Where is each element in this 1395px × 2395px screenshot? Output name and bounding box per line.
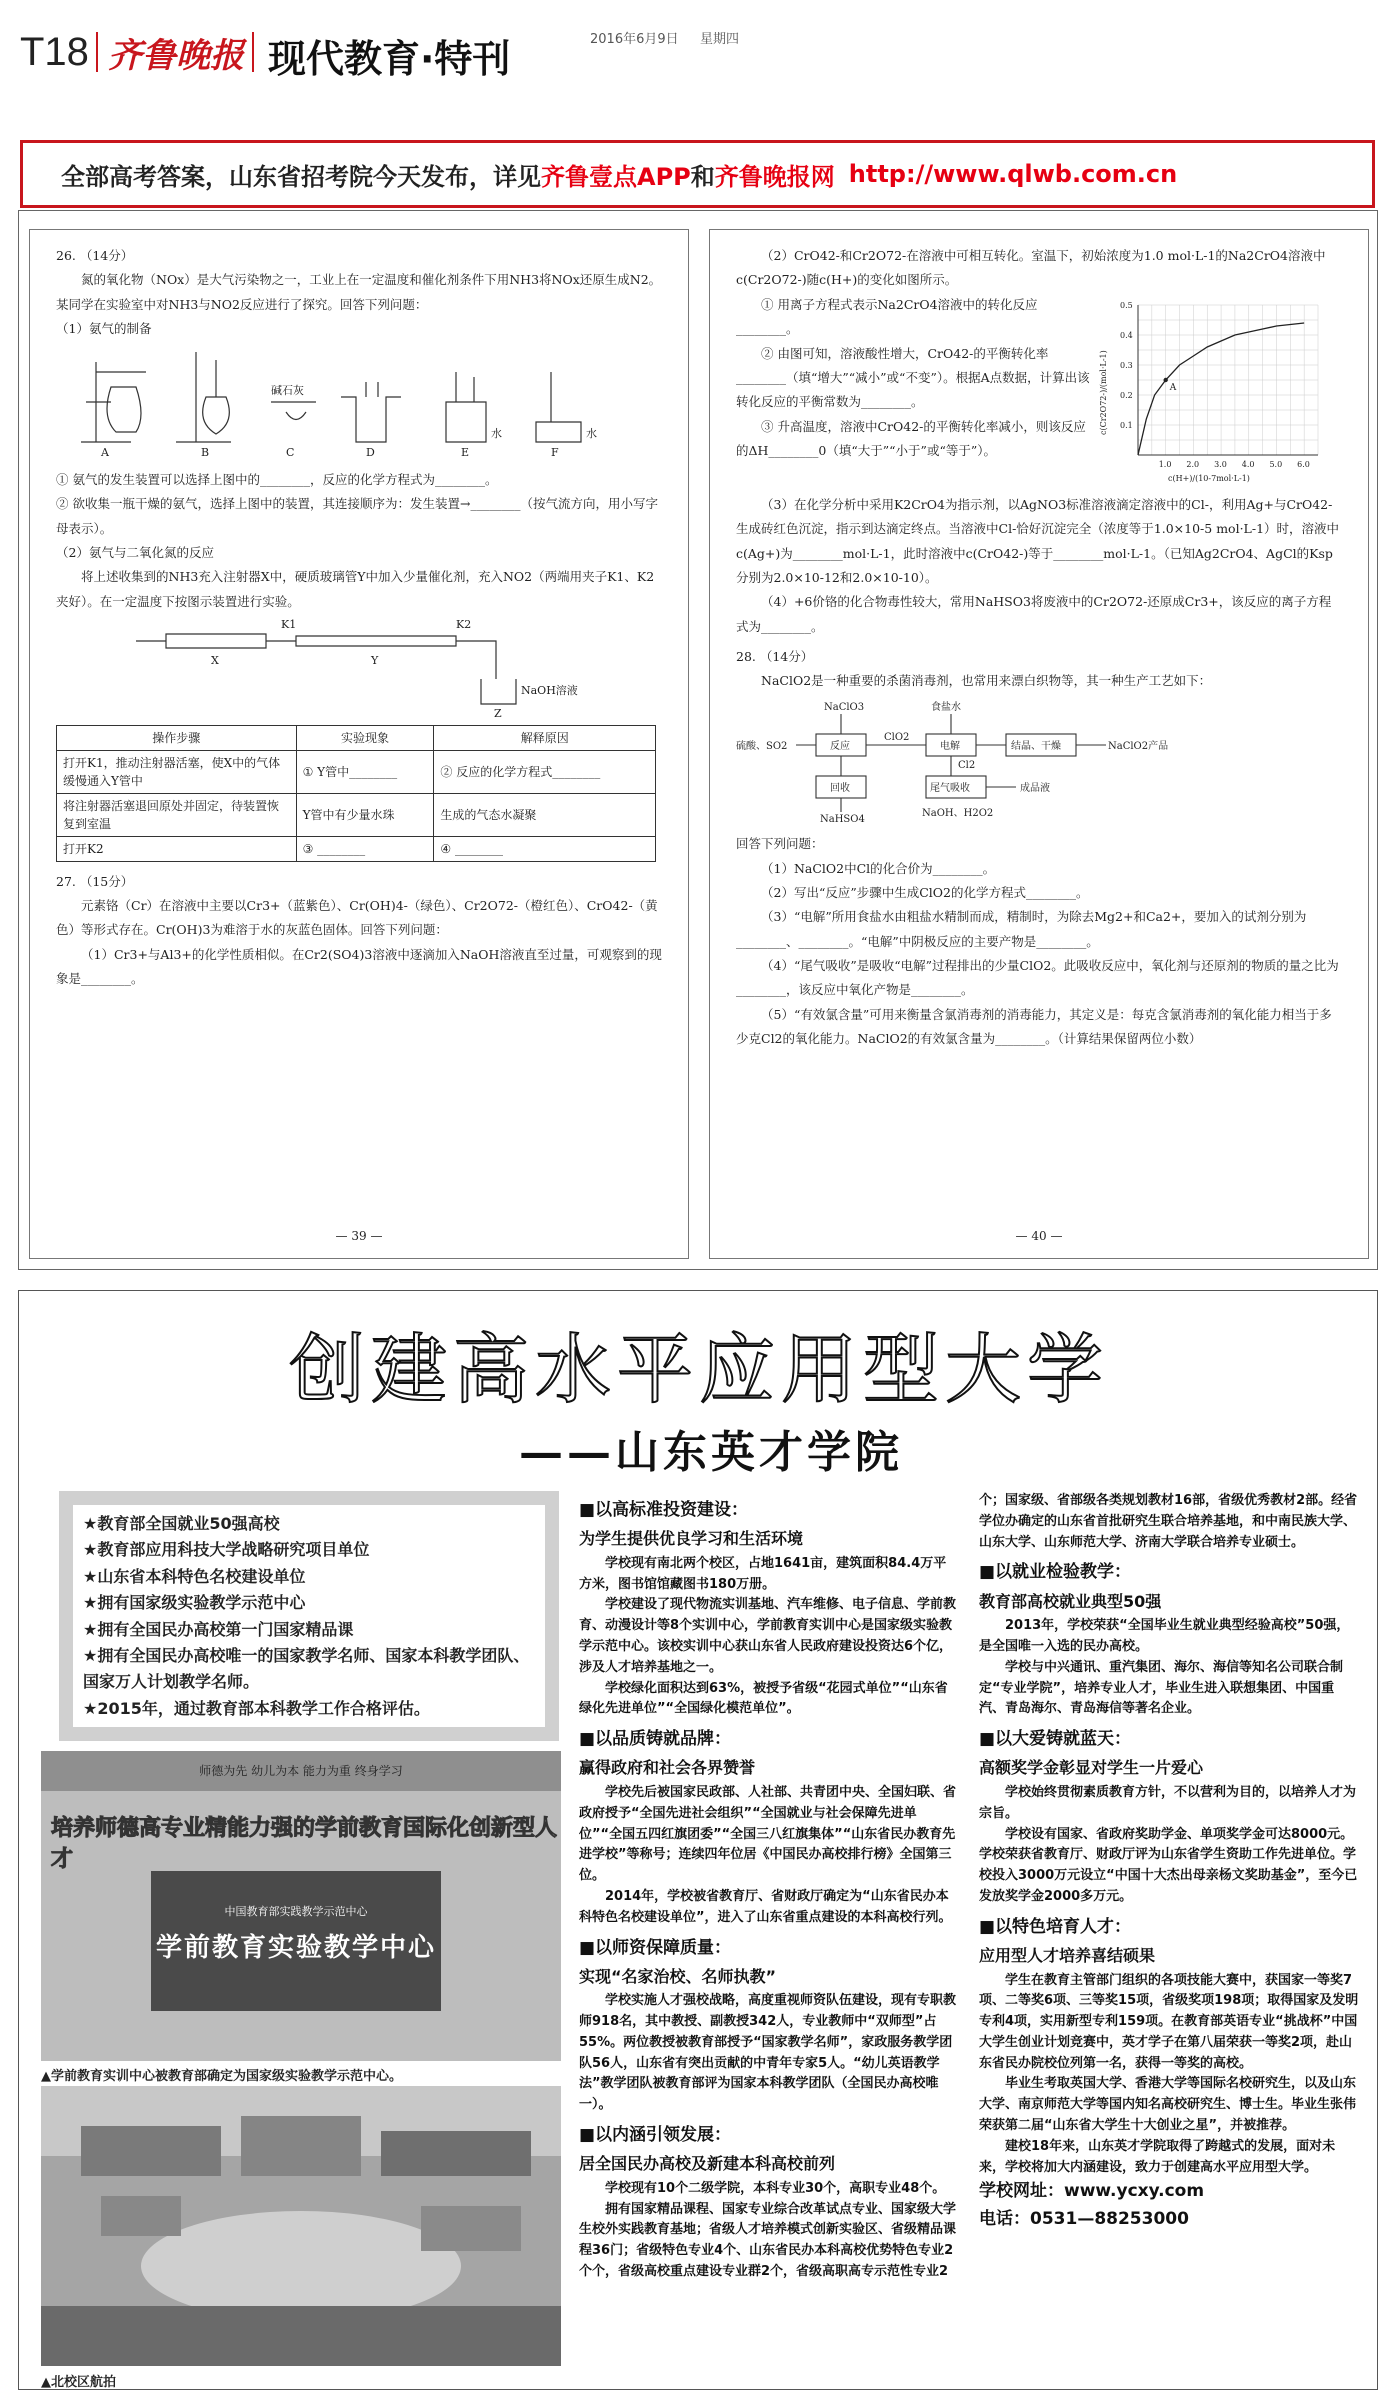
aerial-photo-illustration (41, 2086, 561, 2366)
website-link[interactable]: 学校网址：www.ycxy.com (979, 2181, 1205, 2202)
x-tick-label: 4.0 (1241, 459, 1255, 469)
x-tick-label: 5.0 (1269, 459, 1283, 469)
flow-label: NaOH、H2O2 (922, 807, 994, 819)
apparatus-side-label: 碱石灰 (271, 383, 304, 397)
apparatus-label: F (551, 445, 559, 459)
paragraph: 学校现有10个二级学院，本科专业30个，高职专业48个。 (605, 2180, 946, 2196)
section-heading: ■以就业检验教学： (979, 1562, 1132, 1583)
y-tick-label: 0.1 (1120, 420, 1133, 430)
flow-label: 尾气吸收 (930, 782, 970, 794)
exam-section (18, 210, 1378, 1270)
paragraph: 学校始终贯彻素质教育方针，不以营利为目的，以培养人才为宗旨。 (979, 1784, 1357, 1821)
q27-heading: 27. （15分） (56, 873, 134, 889)
apparatus-label: C (286, 445, 295, 459)
table-cell: Y管中有少量水珠 (296, 793, 434, 836)
apparatus-side-label: 水 (491, 426, 502, 440)
section-subheading: 教育部高校就业典型50强 (979, 1591, 1162, 1611)
banner-site-link[interactable]: 齐鲁晚报网 (714, 162, 835, 191)
banner-text: 全部高考答案，山东省招考院今天发布，详见 (61, 162, 541, 191)
paragraph: 个；国家级、省部级各类规划教材16部，省级优秀教材2部。经省学位办确定的山东省首批研究生联合培养基地，和中南民族大学、山东大学、山东师范大学、济南大学联合培养专业硕士。 (979, 1493, 1358, 1550)
paragraph: 拥有国家精品课程、国家专业综合改革试点专业、国家级大学生校外实践教育基地；省级人才培养模式创新实验区、省级精品课程36门；省级特色专业4个、山东省民办本科高校优势特色专业2个个，省级高校重点建设专业群2个，省级高职高专示范性专业2 (579, 2201, 957, 2280)
point-a-marker (1163, 378, 1167, 382)
weekday: 星期四 (700, 32, 740, 47)
phone-number: 电话：0531—88253000 (979, 2208, 1189, 2229)
syringe-label: X (211, 654, 219, 668)
q28-part-2: （2）写出“反应”步骤中生成ClO2的化学方程式________。 (761, 884, 1089, 900)
q28-heading: 28. （14分） (736, 649, 814, 664)
apparatus-diagram (56, 342, 656, 460)
q26-part-a: ① 氨气的发生装置可以选择上图中的________，反应的化学方程式为________。 (56, 471, 498, 487)
q28-part-3: （3）“电解”所用食盐水由粗盐水精制而成，精制时，为除去Mg2+和Ca2+，要加入的试剂分别为________、________。“电解”中阴极反应的主要产物是________。 (736, 909, 1307, 949)
photo-strip-slogan: 师德为先 幼儿为本 能力为重 终身学习 (41, 1751, 561, 1791)
paragraph: 学校现有南北两个校区，占地1641亩，建筑面积84.4万平方米，图书馆馆藏图书180万册。 (579, 1555, 947, 1592)
process-flow-diagram (736, 694, 1336, 824)
exam-page-39 (29, 229, 689, 1259)
ad-column-middle (579, 1491, 959, 2283)
q28-part-4: （4）“尾气吸收”是吸收“电解”过程排出的少量ClO2。此吸收反应中，氧化剂与还原剂的物质的量之比为________，该反应中氧化产物是________。 (736, 958, 1339, 998)
q26-heading: 26. （14分） (56, 248, 134, 263)
photo-caption: ▲北校区航拍 (41, 2375, 116, 2390)
screen-small-text: 中国教育部实践教学示范中心 (224, 1905, 368, 1918)
flow-label: NaClO2产品 (1108, 740, 1169, 752)
q28-part-5: （5）“有效氯含量”可用来衡量含氯消毒剂的消毒能力，其定义是：每克含氯消毒剂的氧化能力相当于多少克Cl2的氧化能力。NaClO2的有效氯含量为________。（计算结果保留两位小数） (736, 1006, 1332, 1047)
section-heading: ■以高标准投资建设： (579, 1500, 749, 1520)
apparatus-label: A (101, 445, 109, 459)
x-tick-label: 6.0 (1297, 459, 1310, 469)
point-a-label: A (1169, 382, 1177, 393)
section-heading: ■以品质铸就品牌： (579, 1729, 732, 1750)
photo-banner-text: 培养师德高专业精能力强的学前教育国际化创新型人才 (51, 1816, 558, 1872)
section-subheading: 高额奖学金彰显对学生一片爱心 (979, 1758, 1204, 1778)
x-tick-label: 2.0 (1186, 459, 1200, 469)
x-axis-label: c(H+)/(10-7mol·L-1) (1168, 473, 1250, 483)
q27-part-2a: ① 用离子方程式表示Na2CrO4溶液中的转化反应________。 (736, 296, 1038, 337)
q27-part-4: （4）+6价铬的化合物毒性较大，常用NaHSO3将废液中的Cr2O72-还原成Cr3+，该反应的离子方程式为________。 (736, 594, 1332, 634)
flow-label: 硫酸、SO2 (736, 740, 788, 752)
honor-item: ★拥有国家级实验教学示范中心 (83, 1593, 306, 1613)
section-subheading: 应用型人才培养喜结硕果 (979, 1945, 1156, 1965)
q27-intro: 元素铬（Cr）在溶液中主要以Cr3+（蓝紫色）、Cr(OH)4-（绿色）、Cr2O72-（橙红色）、CrO42-（黄色）等形式存在。Cr(OH)3为难溶于水的灰蓝色固体。回答下列问题： (56, 897, 658, 938)
answer-banner (20, 140, 1375, 208)
flow-label: NaHSO4 (820, 813, 865, 825)
honor-item: ★拥有全国民办高校第一门国家精品课 (83, 1619, 354, 1639)
masthead-divider (96, 32, 98, 72)
section-heading: ■以内涵引领发展： (579, 2125, 732, 2146)
photo-caption: ▲学前教育实训中心被教育部确定为国家级实验教学示范中心。 (41, 2069, 402, 2084)
q28-part-1: （1）NaClO2中Cl的化合价为________。 (761, 860, 996, 876)
photo-screen (151, 1871, 441, 2011)
q27-part-2c: ③ 升高温度，溶液中CrO42-的平衡转化率减小，则该反应的ΔH________0（填“大于”“小于”或“等于”）。 (736, 418, 1086, 458)
page-number-39: — 39 — (335, 1228, 383, 1243)
section-subheading: 居全国民办高校及新建本科高校前列 (579, 2154, 836, 2174)
banner-url-link[interactable]: http://www.qlwb.com.cn (848, 160, 1178, 188)
q26-part-b: ② 欲收集一瓶干燥的氨气，选择上图中的装置，其连接顺序为：发生装置→________（按气流方向，用小写字母表示）。 (56, 496, 658, 536)
paragraph: 毕业生考取英国大学、香港大学等国际名校研究生，以及山东大学、南京师范大学等国内知名高校研究生、博士生。毕业生张伟荣获第二届“山东省大学生十大创业之星”，并被推荐。 (979, 2076, 1357, 2134)
syringe-label: NaOH溶液 (521, 684, 578, 698)
syringe-label: K2 (456, 618, 472, 632)
flow-label: ClO2 (884, 731, 910, 743)
ad-title: 创建高水平应用型大学 (289, 1325, 1109, 1414)
section-heading: ■以师资保障质量： (579, 1937, 732, 1958)
section-subheading: 赢得政府和社会各界赞誉 (579, 1758, 756, 1778)
paragraph: 学校建设了现代物流实训基地、汽车维修、电子信息、学前教育、动漫设计等8个实训中心，学前教育实训中心是国家级实验教学示范中心。该校实训中心获山东省人民政府建设投资达6个亿，涉及人才培养基地之一。 (579, 1597, 957, 1675)
paragraph: 建校18年来，山东英才学院取得了跨越式的发展，面对未来，学校将加大内涵建设，致力于创建高水平应用型大学。 (979, 2138, 1336, 2175)
paragraph: 2014年，学校被省教育厅、省财政厅确定为“山东省民办本科特色名校建设单位”，进入了山东省重点建设的本科高校行列。 (579, 1888, 952, 1925)
page-number: T18 (20, 30, 89, 74)
syringe-label: Z (494, 707, 502, 721)
banner-and: 和 (690, 162, 715, 191)
paragraph: 学校设有国家、省政府奖助学金、单项奖学金可达8000元。学校荣获省教育厅、财政厅评为山东省学生资助工作先进单位。学校投入3000万元设立“中国十大杰出母亲杨文奖助基金”，至今已发放奖学金2000多万元。 (979, 1826, 1358, 1904)
honor-item: ★山东省本科特色名校建设单位 (83, 1566, 306, 1586)
training-center-photo (41, 1751, 561, 2061)
flow-label: 结晶、干燥 (1011, 740, 1061, 752)
university-advertisement (18, 1290, 1378, 2390)
y-tick-label: 0.4 (1120, 330, 1133, 340)
q26-sub2-text: 将上述收集到的NH3充入注射器X中，硬质玻璃管Y中加入少量催化剂，充入NO2（两端用夹子K1、K2夹好）。在一定温度下按图示装置进行实验。 (56, 569, 655, 609)
q27-part-3: （3）在化学分析中采用K2CrO4为指示剂，以AgNO3标准溶液滴定溶液中的Cl-，利用Ag+与CrO42-生成砖红色沉淀，指示到达滴定终点。当溶液中Cl-恰好沉淀完全（浓度等于1.0×10-5 mol·L-1）时，溶液中c(Ag+)为________mol·L-1，此时溶液中c(CrO42-)等于________mol·L-1。（已知Ag2CrO4、AgCl的Ksp分别为2.0×10-12和2.0×10-10）。 (736, 496, 1340, 585)
y-axis-label: c(Cr2O72-)/(mol·L-1) (1099, 350, 1108, 435)
y-tick-label: 0.5 (1120, 300, 1133, 310)
x-tick-label: 1.0 (1158, 459, 1172, 469)
page-number-40: — 40 — (1015, 1228, 1063, 1243)
y-tick-label: 0.2 (1120, 390, 1133, 400)
syringe-label: K1 (281, 618, 297, 632)
paragraph: 学校绿化面积达到63%，被授予省级“花园式单位”“山东省绿化先进单位”“全国绿化模范单位”。 (579, 1680, 948, 1717)
syringe-label: Y (371, 654, 379, 668)
table-cell: 打开K1，推动注射器活塞，使X中的气体缓慢通入Y管中 (57, 750, 297, 793)
honor-item: ★拥有全国民办高校唯一的国家教学名师、国家本科教学团队、国家万人计划教学名师。 (83, 1645, 530, 1692)
table-cell: 生成的气态水凝聚 (434, 793, 656, 836)
table-cell: ② 反应的化学方程式________ (434, 750, 656, 793)
flow-label: Cl2 (958, 759, 976, 771)
masthead-divider (252, 32, 254, 72)
table-cell: ④ ________ (434, 836, 656, 861)
honor-item: ★教育部应用科技大学战略研究项目单位 (83, 1540, 370, 1560)
q27-part-2b: ② 由图可知，溶液酸性增大，CrO42-的平衡转化率________（填“增大”“减小”或“不变”）。根据A点数据，计算出该转化反应的平衡常数为________。 (736, 345, 1090, 410)
flow-label: 反应 (830, 740, 850, 752)
flow-label: 成品液 (1020, 782, 1050, 794)
issue-date: 2016年6月9日 (590, 32, 679, 47)
section-heading: ■以特色培育人才： (979, 1916, 1132, 1937)
cr2o7-chart (1096, 293, 1336, 493)
paragraph: 学校实施人才强校战略，高度重视师资队伍建设，现有专职教师918名，其中教授、副教授342人，专业教师中“双师型”占55%。两位教授被教育部授予“国家教学名师”，家政服务教学团队56人，山东省有突出贡献的中青年专家5人。“幼儿英语教学法”教学团队被教育部评为国家本科教学团队（全国民办高校唯一）。 (579, 1993, 957, 2113)
y-tick-label: 0.3 (1120, 360, 1133, 370)
aerial-campus-photo (41, 2086, 561, 2366)
screen-big-text: 学前教育实验教学中心 (155, 1933, 436, 1963)
honor-item: ★2015年，通过教育部本科教学工作合格评估。 (83, 1698, 430, 1718)
ad-subtitle: ——山东英才学院 (519, 1427, 903, 1478)
table-row (57, 793, 656, 836)
q28-intro: NaClO2是一种重要的杀菌消毒剂，也常用来漂白织物等，其一种生产工艺如下： (761, 673, 1212, 689)
paragraph: 学校与中兴通讯、重汽集团、海尔、海信等知名公司联合制定“专业学院”，培养专业人才，毕业生进入联想集团、中国重汽、青岛海尔、青岛海信等著名企业。 (979, 1659, 1344, 1717)
ad-column-right (979, 1491, 1359, 2233)
flow-label: 电解 (940, 740, 960, 752)
apparatus-label: E (461, 445, 470, 459)
apparatus-label: D (366, 445, 375, 459)
table-header: 解释原因 (434, 725, 656, 750)
exam-page-40 (709, 229, 1369, 1259)
table-cell: ③ ________ (296, 836, 434, 861)
section-subheading: 为学生提供优良学习和生活环境 (579, 1529, 804, 1549)
newspaper-logo: 齐鲁晚报 (108, 36, 244, 76)
paragraph: 2013年，学校荣获“全国毕业生就业典型经验高校”50强，是全国唯一入选的民办高校。 (979, 1618, 1350, 1654)
section-subheading: 实现“名家治校、名师执教” (579, 1966, 777, 1986)
table-row (57, 750, 656, 793)
table-row (57, 836, 656, 861)
q26-sub1: （1）氨气的制备 (56, 321, 152, 337)
table-cell: ① Y管中________ (296, 750, 434, 793)
syringe-diagram (56, 614, 656, 721)
q27-part-2: （2）CrO42-和Cr2O72-在溶液中可相互转化。室温下，初始浓度为1.0 mol·L-1的Na2CrO4溶液中c(Cr2O72-)随c(H+)的变化如图所示。 (736, 248, 1326, 288)
table-header: 实验现象 (296, 725, 434, 750)
q26-intro: 氮的氧化物（NOx）是大气污染物之一，工业上在一定温度和催化剂条件下用NH3将NOx还原生成N2。某同学在实验室中对NH3与NO2反应进行了探究。回答下列问题： (56, 272, 662, 312)
x-tick-label: 3.0 (1214, 459, 1227, 469)
experiment-table (56, 725, 656, 862)
table-cell: 将注射器活塞退回原处并固定，待装置恢复到室温 (57, 793, 297, 836)
apparatus-side-label: 水 (586, 426, 597, 440)
table-cell: 打开K2 (57, 836, 297, 861)
q27-part-1: （1）Cr3+与Al3+的化学性质相似。在Cr2(SO4)3溶液中逐滴加入NaOH溶液直至过量，可观察到的现象是________。 (56, 946, 662, 986)
masthead (0, 0, 1395, 110)
section-heading: ■以大爱铸就蓝天： (979, 1729, 1132, 1750)
q26-sub2: （2）氨气与二氧化氮的反应 (56, 545, 214, 560)
flow-label: NaClO3 (824, 701, 865, 713)
paragraph: 学校先后被国家民政部、人社部、共青团中央、全国妇联、省政府授予“全国先进社会组织”“全国就业与社会保障先进单位”“全国五四红旗团委”“全国三八红旗集体”“山东省民办教育先进学校”等称号；连续四年位居《中国民办高校排行榜》全国第三位。 (579, 1784, 957, 1884)
honor-item: ★教育部全国就业50强高校 (83, 1514, 280, 1533)
flow-label: 食盐水 (931, 701, 961, 713)
paragraph: 学生在教育主管部门组织的各项技能大赛中，获国家一等奖7项、二等奖6项、三等奖15项，省级奖项198项；取得国家及发明专利4项，实用新型专利159项。在教育部英语专业“挑战杯”中国大学生创业计划竞赛中，英才学子在第八届荣获一等奖2项，赴山东省民办院校位列第一名，获得一等奖的高校。 (979, 1972, 1359, 2071)
flow-label: 回收 (830, 782, 850, 794)
table-header: 操作步骤 (57, 725, 297, 750)
section-title: 现代教育·特刊 (268, 37, 511, 81)
q28-prompt: 回答下列问题： (736, 836, 824, 852)
honors-box (59, 1491, 559, 1741)
apparatus-label: B (201, 445, 210, 459)
banner-app-link[interactable]: 齐鲁壹点APP (541, 162, 691, 191)
